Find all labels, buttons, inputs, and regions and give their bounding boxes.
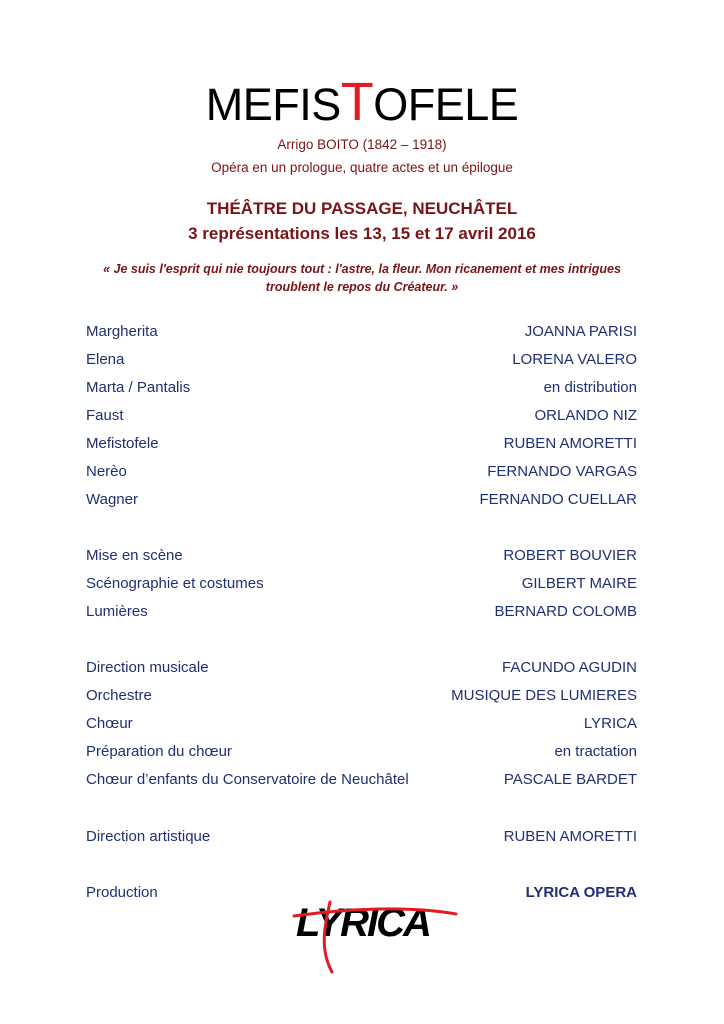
title-red-letter: T <box>340 72 374 132</box>
quote <box>60 260 664 296</box>
credit-row <box>86 712 637 734</box>
quote-line-1: « Je suis l'esprit qui nie toujours tout : l'astre, la fleur. Mon ricanement et mes intrigues <box>103 262 621 276</box>
credit-row <box>86 404 637 426</box>
credit-row <box>86 656 637 678</box>
title-part-2: OFELE <box>373 79 519 130</box>
credit-row <box>86 432 637 454</box>
credit-row <box>86 376 637 398</box>
credit-role: Margherita <box>86 322 158 340</box>
credit-row <box>86 320 637 342</box>
credit-name: ROBERT BOUVIER <box>503 546 637 564</box>
credit-name: FERNANDO VARGAS <box>487 462 637 480</box>
lyrica-logo <box>290 888 460 978</box>
credit-name: RUBEN AMORETTI <box>503 434 637 452</box>
credit-name: LYRICA <box>583 714 637 732</box>
credit-role: Marta / Pantalis <box>86 378 191 396</box>
credit-role: Lumières <box>86 602 148 620</box>
credit-name: MUSIQUE DES LUMIERES <box>451 686 637 704</box>
credit-role: Wagner <box>86 490 138 508</box>
opera-description: Opéra en un prologue, quatre actes et un épilogue <box>211 160 513 175</box>
quote-line-2: troublent le repos du Créateur. » <box>265 280 459 294</box>
credit-role: Chœur d’enfants du Conservatoire de Neuchâtel <box>86 770 409 788</box>
credit-name: FACUNDO AGUDIN <box>501 658 637 676</box>
credit-role: Nerèo <box>86 462 127 480</box>
credit-role: Elena <box>86 350 125 368</box>
title-part-1: MEFIS <box>205 79 341 130</box>
credit-row <box>86 768 637 790</box>
credit-row <box>86 740 637 762</box>
composer-line: Arrigo BOITO (1842 – 1918) <box>277 137 447 152</box>
credit-row <box>86 460 637 482</box>
credit-row <box>86 572 637 594</box>
credit-role: Orchestre <box>86 686 152 704</box>
credit-name: en distribution <box>543 378 637 396</box>
credit-row <box>86 684 637 706</box>
credit-row <box>86 600 637 622</box>
credit-role: Préparation du chœur <box>86 742 232 760</box>
credit-name: JOANNA PARISI <box>524 322 637 340</box>
credit-role: Mise en scène <box>86 546 183 564</box>
credit-role: Direction artistique <box>86 827 211 845</box>
credit-role: Scénographie et costumes <box>86 574 264 592</box>
credit-role: Faust <box>86 406 124 424</box>
credit-role: Mefistofele <box>86 434 159 452</box>
production-name: LYRICA OPERA <box>525 883 637 901</box>
logo-text: LYRICA <box>296 901 430 945</box>
performance-dates: 3 représentations les 13, 15 et 17 avril 2016 <box>188 224 536 243</box>
page-title <box>0 74 724 133</box>
production-label: Production <box>86 883 158 901</box>
credit-row <box>86 488 637 510</box>
credit-row <box>86 544 637 566</box>
credit-row <box>86 825 637 847</box>
theatre-name: THÉÂTRE DU PASSAGE, NEUCHÂTEL <box>206 199 518 218</box>
credit-role: Chœur <box>86 714 133 732</box>
credit-row <box>86 348 637 370</box>
credit-name: PASCALE BARDET <box>503 770 637 788</box>
credit-name: GILBERT MAIRE <box>521 574 637 592</box>
credit-name: FERNANDO CUELLAR <box>479 490 637 508</box>
credit-name: BERNARD COLOMB <box>494 602 637 620</box>
credit-name: LORENA VALERO <box>512 350 637 368</box>
credit-name: RUBEN AMORETTI <box>503 827 637 845</box>
credit-name: en tractation <box>554 742 637 760</box>
credit-role: Direction musicale <box>86 658 209 676</box>
credit-name: ORLANDO NIZ <box>534 406 637 424</box>
